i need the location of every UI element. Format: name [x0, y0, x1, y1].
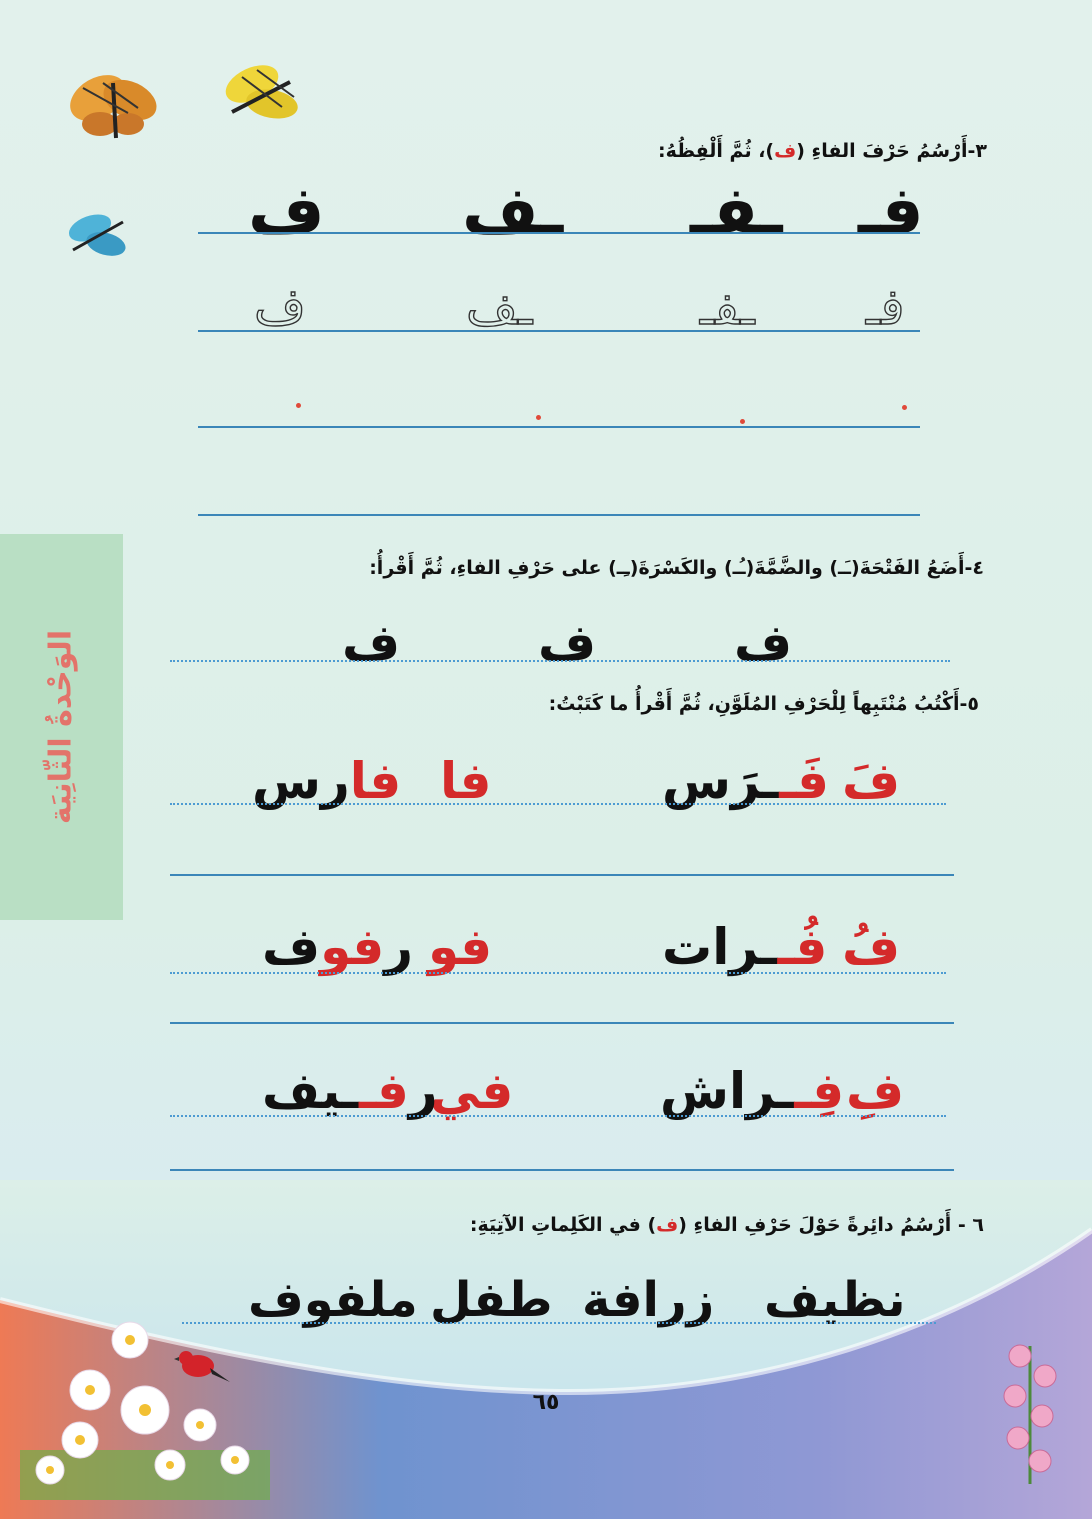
fa-letter-2[interactable]: ف	[538, 614, 597, 672]
dotted-line	[170, 1115, 946, 1117]
word-rafif	[262, 1062, 438, 1120]
exercise-6-instruction	[470, 1214, 984, 1236]
unit-title: الوَحْدةُ الثّانِيَة	[43, 629, 79, 825]
word-tifl[interactable]: طفل	[430, 1272, 553, 1328]
writing-line[interactable]	[170, 874, 954, 876]
bird-icon	[172, 1342, 232, 1392]
butterfly-yellow-icon	[212, 52, 308, 132]
word-furat-black-part: ـرات	[662, 918, 778, 976]
start-dot	[536, 415, 541, 420]
word-rafif-red-part: فـ	[359, 1062, 409, 1120]
word-faris-black-part: رس	[252, 752, 350, 810]
word-furat-red-part: فُـ	[777, 918, 828, 976]
butterfly-orange-icon	[58, 58, 168, 153]
page-number: ٦٥	[532, 1390, 560, 1415]
exercise-3-suffix: )، ثُمَّ أَلْفِظُهُ:	[657, 140, 775, 162]
fa-letter-3[interactable]: ف	[342, 614, 401, 672]
word-rufuf-red-part: فو	[320, 918, 385, 976]
butterfly-blue-icon	[58, 200, 138, 270]
long-fa-alif: فا	[440, 752, 492, 810]
writing-line	[198, 330, 920, 332]
dotted-line	[170, 660, 950, 662]
exercise-4-instruction: ٤-أَضَعُ الفَتْحَةَ(ـَـ) والضَّمَّةَ(ـُـ) والكَسْرَةَ(ـِـ) على حَرْفِ الفاءِ، ثُمَّ أَقْرأُ:	[369, 557, 984, 579]
word-rafif-black-end: ـيف	[262, 1062, 360, 1120]
dotted-line	[182, 1322, 936, 1324]
exercise-6-prefix: ٦ - أَرْسُمُ دائِرةً حَوْلَ حَرْفِ الفاءِ (	[678, 1214, 984, 1236]
word-rafif-black-start: ر	[408, 1062, 438, 1120]
word-rufuf-black-start: ر	[384, 918, 413, 976]
word-zarafa[interactable]: زرافة	[582, 1272, 715, 1328]
exercise-3-instruction	[658, 140, 987, 162]
start-dot	[902, 405, 907, 410]
traceable-fa-medial[interactable]: ـفـ	[700, 278, 755, 336]
syllable-fa-fatha: فَ	[842, 752, 901, 810]
word-faras	[662, 752, 830, 810]
start-dot	[296, 403, 301, 408]
word-furat	[662, 918, 828, 976]
fa-letter-1[interactable]: ف	[734, 614, 793, 672]
exercise-3-prefix: ٣-أَرْسُمُ حَرْفَ الفاءِ (	[796, 140, 987, 162]
fa-medial: ـفـ	[690, 172, 783, 249]
long-fa-waw: فو	[428, 918, 493, 976]
syllable-fa-damma: فُ	[842, 918, 901, 976]
start-dot	[740, 419, 745, 424]
word-faris	[252, 752, 402, 810]
word-faras-black-part: ـرَس	[662, 752, 780, 810]
writing-line[interactable]	[198, 514, 920, 516]
exercise-5-instruction: ٥-أَكْتُبُ مُنْتَبِهاً لِلْحَرْفِ المُلَوَّنِ، ثُمَّ أَقْرأُ ما كَتَبْتُ:	[548, 693, 979, 715]
fa-isolated: ف	[248, 172, 325, 249]
word-rufuf-black-end: ف	[262, 918, 321, 976]
word-nazif[interactable]: نظيف	[764, 1272, 906, 1328]
long-fa-ya: في	[430, 1062, 514, 1120]
writing-line	[198, 232, 920, 234]
exercise-3-letter: ف	[774, 140, 797, 162]
traceable-fa-final[interactable]: ـف	[466, 278, 533, 336]
writing-line[interactable]	[198, 426, 920, 428]
dotted-line	[170, 803, 946, 805]
dotted-line	[170, 972, 946, 974]
word-malfuf[interactable]: ملفوف	[248, 1272, 418, 1328]
exercise-6-letter: ف	[656, 1214, 679, 1236]
word-faris-red-part: فا	[349, 752, 402, 810]
fa-final: ـف	[462, 172, 564, 249]
word-firash-black-part: ـراش	[660, 1062, 795, 1120]
syllable-fa-kasra: فِ	[846, 1062, 905, 1120]
word-firash-red-part: فِـ	[794, 1062, 845, 1120]
writing-line[interactable]	[170, 1169, 954, 1171]
fa-initial: فـ	[858, 172, 924, 249]
word-firash	[660, 1062, 845, 1120]
traceable-fa-isolated[interactable]: ف	[254, 278, 306, 336]
word-faras-red-part: فَـ	[779, 752, 830, 810]
exercise-6-suffix: ) في الكَلِماتِ الآتِيَةِ:	[469, 1214, 657, 1236]
traceable-fa-initial[interactable]: فـ	[866, 278, 905, 336]
writing-line[interactable]	[170, 1022, 954, 1024]
word-rufuf	[262, 918, 413, 976]
